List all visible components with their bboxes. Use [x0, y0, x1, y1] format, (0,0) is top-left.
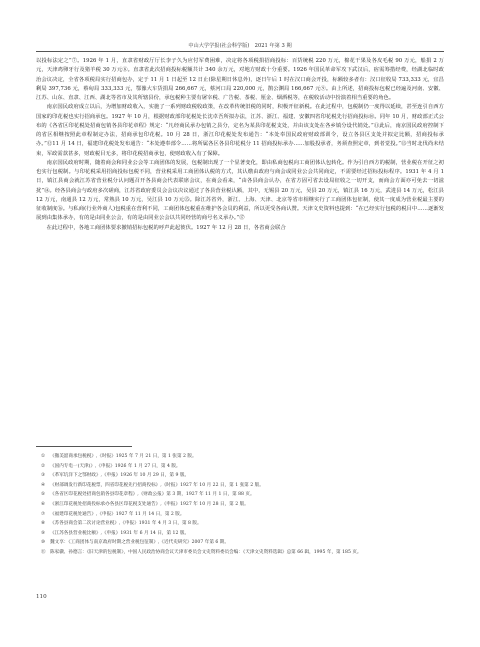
- footnote-text: 《国内专电一(天津)》,《申报》1926 年 1 月 27 日，第 4 版。: [50, 463, 181, 469]
- footnote: [36, 481, 444, 491]
- footnote-mark: ③: [41, 473, 46, 479]
- footnote-text: 魏文享：《工商团体与南京政府时期之营业税包征制》,《近代史研究》2007 年第 6 期。: [50, 540, 229, 546]
- body-text: [36, 57, 444, 233]
- footnote: [36, 529, 444, 539]
- footnote: [36, 471, 444, 481]
- footnote-mark: ⑨: [41, 530, 46, 536]
- footnote-mark: ⑪: [41, 549, 46, 555]
- footnote-mark: ②: [41, 463, 46, 469]
- paragraph: 南京国民政府成立以后，为增加财政收入，实施了一系列财政税收政策，在改革传统旧税的同时，积极开征新税。在此过程中，包税制仍一度得以延续，甚至连引自西方国家的印花税也实行招商承包。1927 年 10 月，根据财政部印花税处长沈卓吾所拟办法，江苏、浙江、福建、安徽四省印花税先行招商投标⑩。同年 10 月，财政部正式公布的《各省区印花税处招商包销各县印花章程》规定：“凡经商民承办包销之县分，定名为某县印花税支处，并由该支处在各乡镇分设代销处。”⑪此后，南京国民政府控制下的省区相继按照此章程制定办法，招商承包印花税。10 月 28 日，浙江印花税处发布通告：“本处奉国民政府财政部训令，设立各县区支处并拟定比额，招商投标承办。”⑫11 月 14 日，福建印花税处发布通告：“本处遵奉部令……将所属各区各县印花税分 11 招商投标承办……加股投承者，务须查照定章，到者觉投。”⑬当时北伐尚未结束，军政需款甚多，财政税目无多，将印花税招商承包，使财政收入有了保障。: [36, 104, 444, 157]
- footnote: [36, 538, 444, 548]
- running-head: 中山大学学报(社会科学版) 2021 年第 3 期: [188, 43, 292, 49]
- footnote-rule: [36, 446, 132, 447]
- footnote-text: 《财部调发行新印花税票，四省印花税先行招商投标》,《时报》1927 年 10 月 22 日，第 1 张第 2 版。: [50, 482, 264, 488]
- footnote: [36, 462, 444, 472]
- paragraph: 以投标法定之”⑦。1926 年 1 月，直隶省财政厅厅长李子久为应付军费困难，决定将各项税捐招商投标：百货统税 220 万元，棉花干果及各皮毛税 90 万元，船捐 2 万元，天津鸡卵牙行及猪羊税 30 万元⑧。直隶省此次招商投标税额共计 340 余万元，对地方财政十分重要。1926 年国民革命军攻下武汉后，宿需筹措经费，经湖北临时政治会议决定，全省各项税局实行招商包办，定于 11 月 1 日起至 12 日止(除星期日休息外)，逐日午后 1 时在汉口商会开投，标额较多者有：汉口征收局 733,333 元，宜昌剩局 397,736 元，蔡甸局 333,333 元，鄂豫大车货捐局 266,667 元，蔡河口局 220,000 元，鹊公渊局 166,667 元⑨。由上所述，招商投标包税已经遍及河南、安徽、江苏、山东、直隶、江西、湖北等省市及其所辖县份，承包税种主要有屠宰税、广告税、茶税、厘金、烟酒税等，在税收活动中扮演着相当重要的角色。: [36, 58, 444, 101]
- footnote-text: 《各省区印花税处招商包销各县印花章程》,《财政公报》第 3 期，1927 年 11 月 1 日，第 88 页。: [50, 492, 255, 498]
- footnote-mark: ⑩: [41, 540, 46, 546]
- footnote: [36, 500, 444, 510]
- footnote-text: 《革军坑洋下之鄂财政》,《申报》1926 年 10 月 29 日，第 9 版。: [50, 473, 190, 479]
- footnote-mark: ①: [41, 454, 46, 459]
- footnote-mark: ⑧: [41, 521, 46, 527]
- footnote-text: 《浙江印花税处招商投标承办各县区印花税支处通告》,《申报》1927 年 10 月 28 日，第 2 版。: [50, 501, 249, 507]
- footnote-text: 陈家骥、孙德言：《旧天津的包税制》，中国人民政治协商会议天津市委员会文史资料委员会编：《天津文史资料选辑》总第 66 辑，1995 年，第 185 页。: [50, 549, 362, 555]
- page-number: 110: [36, 594, 47, 600]
- footnote-mark: ④: [41, 482, 46, 488]
- footnote-list: [36, 452, 444, 558]
- footnote-text: 《苏各县商会第二次讨论营业税》,《申报》1931 年 4 月 3 日，第 8 版。: [50, 521, 202, 527]
- footnote-text: 《江苏各县营业税比额》,《申报》1931 年 6 月 14 日，第 12 版。: [50, 530, 190, 536]
- footnote-mark: ⑤: [41, 492, 46, 498]
- footnote-mark: ⑥: [41, 501, 46, 507]
- footnote: [36, 510, 444, 520]
- footnote-text: 《撤美韶商承包税税》,《时报》1925 年 7 月 21 日，第 1 张第 2 版。: [50, 454, 197, 459]
- footnote: [36, 548, 444, 558]
- footnote: [36, 490, 444, 500]
- paragraph: 南京国民政府时期，随着商会和同业公会等工商团体的发展，包税制出现了一个显著变化，即由私商包税向工商团体认包转化。作为引自西方的税制，营业税在开征之初也实行包税制。与印花税采用招商投标包税不同，营业税采用工商团体认税的方式，其认缴由政府与商会或同业公会共同商定，不需要经过招标投标程序。1931 年 4 月 1 日，镇江县商会就江苏省营业税分认问题召开各县商会代表联席会议，在商会看来，“由各县商会认办，在省方固可省去设局征收之一切开支，而商会方面亦可免去一切滋扰”⑭。经各县商会与政府多次磋商，江苏省政府委员会会议决议通过了各县营业税认额，其中，无锡县 20 万元，吴县 20 万元，镇江县 16 万元，武进县 14 万元，松江县 12 万元，南通县 12 万元，常熟县 10 万元，吴江县 10 万元⑮。除江苏省外，浙江、上海、天津、北京等省市相继实行了工商团体包征制，使其一度成为营业税最主要的征收制度⑯。与私商(行业外商人)包税重在营利不同，工商团体包税重在维护各会员的利益，所以更受各商认赞。天津文史资料也提到：“在已经实行包税的税目中……逐渐发展到由集体承办，有的是由同业公会，有的是由同业公会以共同经营的商号名义承办。”⑰: [36, 159, 445, 222]
- header-rule: [36, 51, 444, 52]
- footnote-mark: ⑦: [41, 511, 46, 517]
- paragraph: 在此过程中，各地工商团体要求撤销招标包税的呼声此起彼伏。1927 年 12 月 28 日，各省商会联合: [46, 224, 286, 231]
- footnote: [36, 452, 444, 462]
- footnote: [36, 519, 444, 529]
- footnote-text: 《福建印花税处通告》,《申报》1927 年 11 月 14 日，第 2 版。: [50, 511, 185, 517]
